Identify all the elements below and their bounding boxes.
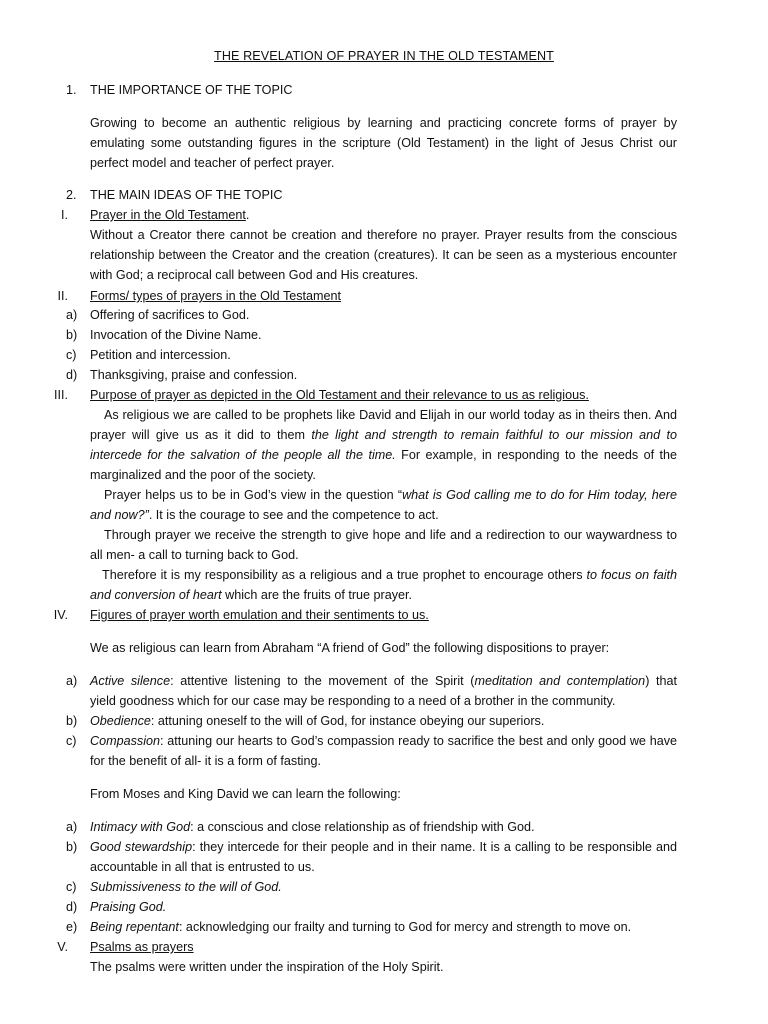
roman-1-line-3: with God; a reciprocal call between God and His creatures.	[90, 268, 419, 282]
list-item: Offering of sacrifices to God.	[90, 308, 250, 322]
roman-5-heading: Psalms as prayers	[90, 940, 194, 954]
list-item-marker: c)	[66, 880, 77, 894]
list-item-marker: b)	[66, 714, 78, 728]
roman-1-heading-text: Prayer in the Old Testament	[90, 208, 246, 222]
section-2-heading: THE MAIN IDEAS OF THE TOPIC	[90, 188, 283, 202]
list-item: Invocation of the Divine Name.	[90, 328, 262, 342]
list-item	[90, 671, 677, 691]
text-run: : acknowledging our frailty and turning to God for mercy and strength to move on.	[178, 920, 632, 934]
section-2-number: 2.	[66, 188, 77, 202]
roman-3-p1-line-3	[90, 445, 677, 465]
roman-1-line-2: relationship between the Creator and the creation (creatures). It can be seen as a mysterious encounter	[90, 248, 677, 262]
italic-run: intercede for the salvation of the people all the time.	[90, 448, 396, 462]
list-item-continuation: accountable in all that is entrusted to us.	[90, 860, 315, 874]
italic-run: what is God calling me to do for Him today, here	[402, 488, 677, 502]
roman-3-p1-line-1: As religious we are called to be prophets like David and Elijah in our world today as in theirs then. And	[104, 408, 677, 422]
list-item-marker: a)	[66, 674, 78, 688]
roman-2-number: II.	[57, 289, 68, 303]
list-item: Praising God.	[90, 900, 167, 914]
text-run: Prayer helps us to be in God’s view in the question “	[104, 488, 403, 502]
roman-3-p2-line-2	[90, 505, 439, 525]
italic-run: and now?”	[90, 508, 149, 522]
roman-4-intro: We as religious can learn from Abraham “A friend of God” the following dispositions to prayer:	[90, 641, 610, 655]
italic-run: the light and strength to remain faithful to our mission and to	[311, 428, 677, 442]
text-run: For example, in responding to the needs of the	[395, 448, 677, 462]
list-item-marker: a)	[66, 308, 78, 322]
text-run: : attuning oneself to the will of God, for instance obeying our superiors.	[150, 714, 545, 728]
italic-run: Compassion	[90, 734, 160, 748]
roman-3-p1-line-4: marginalized and the poor of the society.	[90, 468, 316, 482]
italic-run: Obedience	[90, 714, 151, 728]
list-item-marker: c)	[66, 348, 77, 362]
moses-david-intro: From Moses and King David we can learn the following:	[90, 787, 401, 801]
italic-run: Active silence	[90, 674, 171, 688]
italic-run: Good stewardship	[90, 840, 193, 854]
roman-5-number: V.	[57, 940, 68, 954]
text-run: : a conscious and close relationship as of friendship with God.	[190, 820, 535, 834]
list-item-marker: d)	[66, 900, 78, 914]
text-run: : attentive listening to the movement of the Spirit (	[170, 674, 475, 688]
roman-1-heading	[90, 205, 249, 225]
section-1-line-2: emulating some outstanding figures in the scripture (Old Testament) in the light of Jesus Christ our	[90, 136, 677, 150]
section-1-number: 1.	[66, 83, 77, 97]
roman-4-heading: Figures of prayer worth emulation and their sentiments to us.	[90, 608, 429, 622]
text-run: : attuning our hearts to God’s compassion ready to sacrifice the best and only good we have	[160, 734, 677, 748]
roman-3-p3-line-1: Through prayer we receive the strength to give hope and life and a redirection to our waywardness to	[104, 528, 677, 542]
list-item: Thanksgiving, praise and confession.	[90, 368, 298, 382]
text-run: prayer will give us as it did to them	[90, 428, 312, 442]
roman-1-line-1: Without a Creator there cannot be creation and therefore no prayer. Prayer results from the conscious	[90, 228, 677, 242]
roman-3-p3-line-2: all men- a call to turning back to God.	[90, 548, 299, 562]
section-1-line-1: Growing to become an authentic religious by learning and practicing concrete forms of prayer by	[90, 116, 677, 130]
text-run: . It is the courage to see and the competence to act.	[148, 508, 439, 522]
list-item: Petition and intercession.	[90, 348, 231, 362]
text-run: which are the fruits of true prayer.	[221, 588, 413, 602]
list-item	[90, 711, 544, 731]
section-1-line-3: perfect model and teacher of perfect prayer.	[90, 156, 335, 170]
roman-1-heading-period: .	[245, 208, 250, 222]
list-item	[90, 837, 677, 857]
list-item-marker: e)	[66, 920, 78, 934]
roman-1-number: I.	[61, 208, 68, 222]
italic-run: Intimacy with God	[90, 820, 191, 834]
list-item-marker: a)	[66, 820, 78, 834]
list-item-continuation: for the benefit of all- it is a form of fasting.	[90, 754, 321, 768]
list-item	[90, 731, 677, 751]
roman-3-p4-line-1	[102, 565, 677, 585]
list-item	[90, 917, 631, 937]
roman-5-line: The psalms were written under the inspiration of the Holy Spirit.	[90, 960, 444, 974]
roman-3-p1-line-2	[90, 425, 677, 445]
list-item-marker: c)	[66, 734, 77, 748]
roman-3-heading: Purpose of prayer as depicted in the Old Testament and their relevance to us as religious.	[90, 388, 589, 402]
list-item-marker: d)	[66, 368, 78, 382]
text-run: : they intercede for their people and in their name. It is a calling to be responsible and	[192, 840, 677, 854]
list-item-marker: b)	[66, 328, 78, 342]
list-item: Submissiveness to the will of God.	[90, 880, 282, 894]
list-item	[90, 817, 535, 837]
italic-run: meditation and contemplation	[474, 674, 646, 688]
section-1-heading: THE IMPORTANCE OF THE TOPIC	[90, 83, 293, 97]
italic-run: and conversion of heart	[90, 588, 222, 602]
italic-run: Being repentant	[90, 920, 179, 934]
list-item-marker: b)	[66, 840, 78, 854]
roman-4-number: IV.	[53, 608, 68, 622]
roman-3-number: III.	[54, 388, 68, 402]
roman-3-p4-line-2	[90, 585, 412, 605]
roman-3-p2-line-1	[104, 485, 677, 505]
italic-run: to focus on faith	[586, 568, 678, 582]
text-run: ) that	[645, 674, 677, 688]
roman-2-heading: Forms/ types of prayers in the Old Testament	[90, 289, 342, 303]
document-title: THE REVELATION OF PRAYER IN THE OLD TESTAMENT	[214, 49, 554, 63]
list-item-continuation: yield goodness which for our case may be responding to a need of a brother in the community.	[90, 694, 616, 708]
text-run: Therefore it is my responsibility as a religious and a true prophet to encourage others	[102, 568, 587, 582]
